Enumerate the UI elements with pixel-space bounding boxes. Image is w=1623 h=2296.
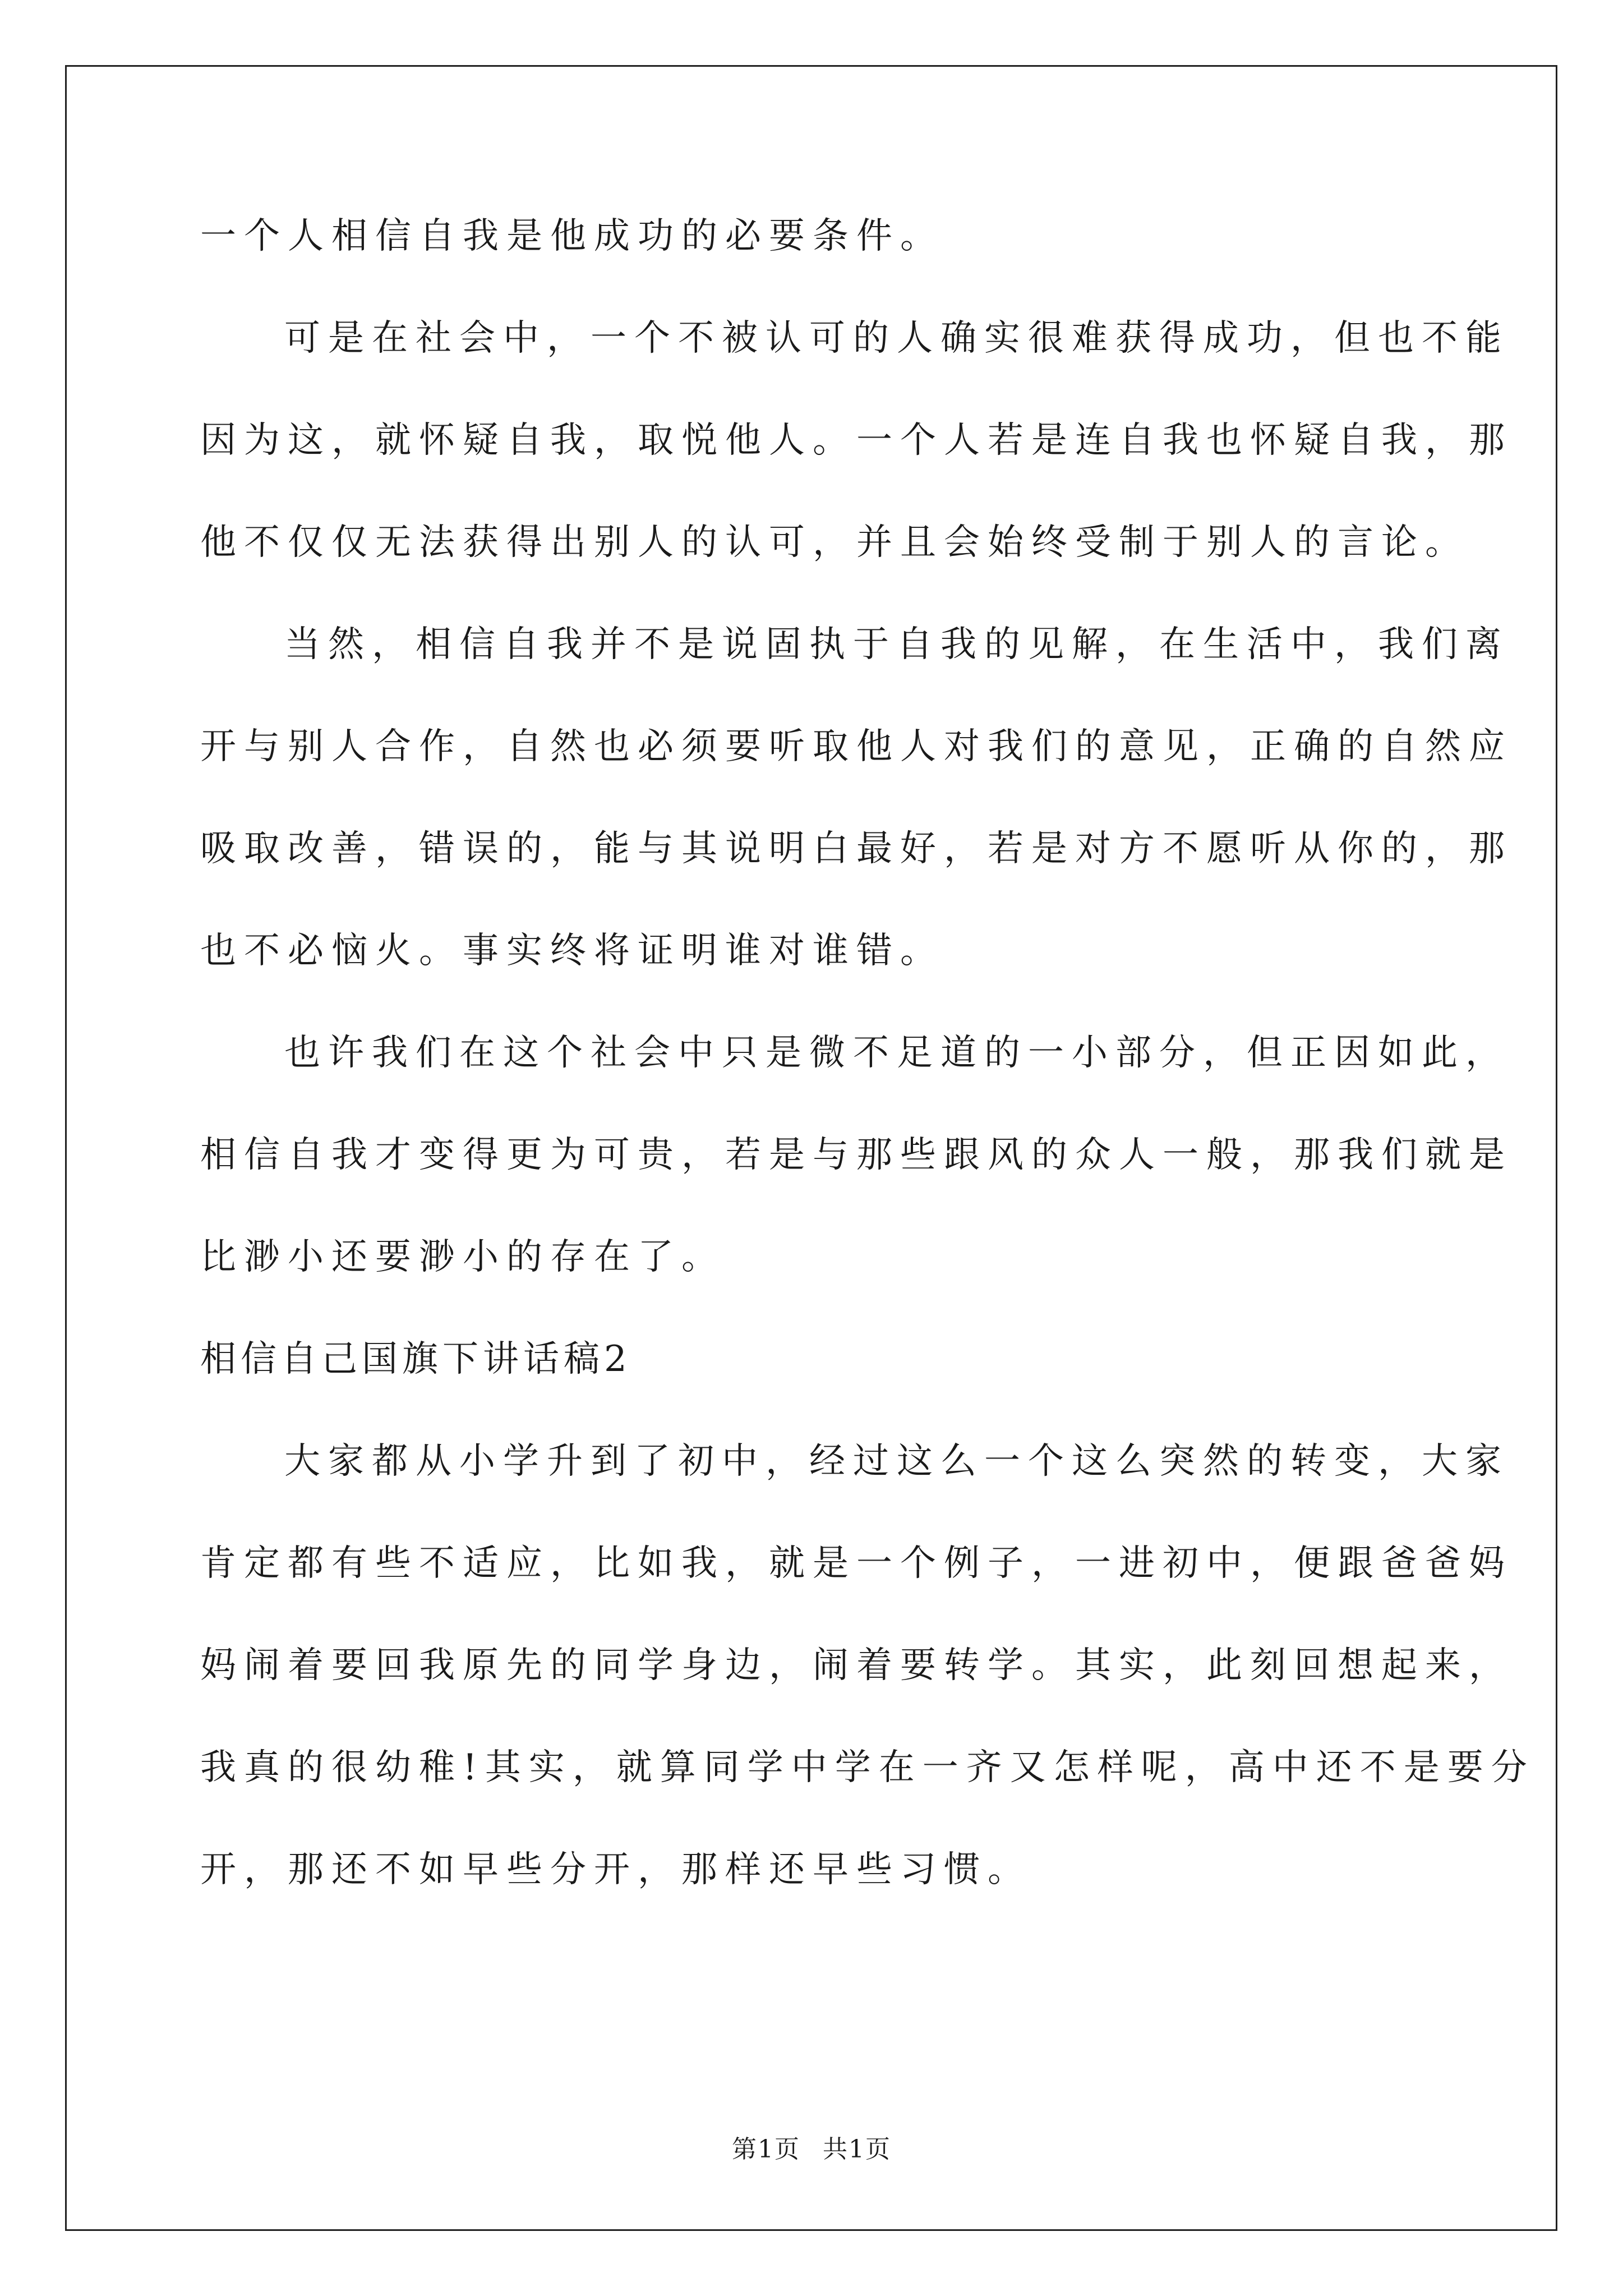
text-line: 吸取改善，错误的，能与其说明白最好，若是对方不愿听从你的，那	[200, 828, 1513, 869]
text-line: 当然，相信自我并不是说固执于自我的见解，在生活中，我们离	[284, 624, 1509, 665]
page-number: 第1页	[732, 2135, 800, 2164]
text-line: 可是在社会中，一个不被认可的人确实很难获得成功，但也不能	[284, 318, 1509, 359]
text-line: 也许我们在这个社会中只是微不足道的一小部分，但正因如此，	[284, 1032, 1509, 1074]
text-line: 妈闹着要回我原先的同学身边，闹着要转学。其实，此刻回想起来，	[200, 1645, 1513, 1686]
text-line: 大家都从小学升到了初中，经过这么一个这么突然的转变，大家	[284, 1441, 1509, 1482]
text-line: 相信自我才变得更为可贵，若是与那些跟风的众人一般，那我们就是	[200, 1134, 1513, 1176]
text-line: 也不必恼火。事实终将证明谁对谁错。	[200, 930, 944, 972]
text-line: 开与别人合作，自然也必须要听取他人对我们的意见，正确的自然应	[200, 726, 1513, 767]
text-line: 因为这，就怀疑自我，取悦他人。一个人若是连自我也怀疑自我，那	[200, 420, 1513, 461]
text-line: 他不仅仅无法获得出别人的认可，并且会始终受制于别人的言论。	[200, 522, 1469, 563]
page-total: 共1页	[823, 2135, 891, 2164]
text-line: 比渺小还要渺小的存在了。	[200, 1236, 725, 1278]
text-line: 肯定都有些不适应，比如我，就是一个例子，一进初中，便跟爸爸妈	[200, 1543, 1513, 1584]
page-footer	[0, 2129, 1623, 2165]
text-line: 我真的很幼稚!其实，就算同学中学在一齐又怎样呢，高中还不是要分	[200, 1747, 1535, 1788]
section-heading: 相信自己国旗下讲话稿2	[200, 1338, 631, 1380]
text-line: 开，那还不如早些分开，那样还早些习惯。	[200, 1849, 1031, 1890]
document-body	[200, 185, 1535, 1921]
text-line: 一个人相信自我是他成功的必要条件。	[200, 215, 944, 257]
